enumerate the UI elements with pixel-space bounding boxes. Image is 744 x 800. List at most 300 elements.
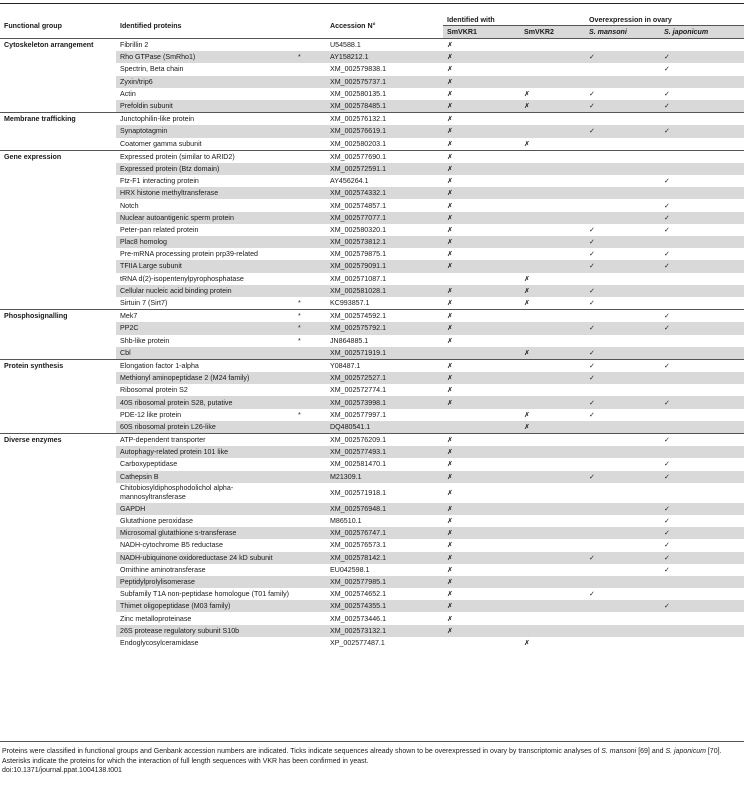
table-row (0, 434, 744, 447)
accession-cell: XM_002576747.1 (326, 527, 443, 539)
header-accession: Accession N° (330, 21, 376, 30)
smvkr1-mark: ✗ (447, 614, 453, 623)
protein-name-cell: 40S ribosomal protein S28, putative (116, 396, 294, 408)
protein-name-cell: Glutathione peroxidase (120, 517, 193, 526)
accession-cell: EU042598.1 (330, 565, 370, 574)
smvkr1-mark: ✗ (443, 163, 520, 175)
accession-cell: XM_002574355.1 (326, 600, 443, 612)
protein-name-cell: Nuclear autoantigenic sperm protein (116, 212, 294, 224)
s-mansoni-mark (585, 527, 660, 539)
yeast-confirmed-asterisk (294, 248, 326, 260)
s-mansoni-mark: ✓ (585, 236, 660, 248)
smvkr2-mark (520, 372, 585, 384)
s-mansoni-mark: ✓ (585, 471, 660, 483)
yeast-confirmed-asterisk (294, 175, 326, 187)
smvkr1-mark: ✗ (447, 89, 453, 98)
s-japonicum-mark (660, 297, 744, 310)
accession-cell: M21309.1 (326, 471, 443, 483)
s-japonicum-mark (660, 273, 744, 285)
functional-group-cell (0, 552, 116, 564)
s-mansoni-mark (585, 576, 660, 588)
yeast-confirmed-asterisk (294, 483, 326, 503)
yeast-confirmed-asterisk (294, 113, 326, 126)
table-row (0, 63, 744, 75)
table-row (0, 273, 744, 285)
smvkr1-mark: ✗ (447, 139, 453, 148)
s-japonicum-mark (660, 421, 744, 434)
smvkr1-mark: ✗ (443, 625, 520, 637)
s-mansoni-mark: ✓ (589, 299, 595, 308)
s-mansoni-mark (585, 384, 660, 396)
proteins-table (0, 13, 744, 649)
functional-group-cell (0, 625, 116, 637)
s-japonicum-mark: ✓ (660, 310, 744, 323)
functional-group-cell (0, 212, 116, 224)
footnote-text-b: [69] and (636, 748, 666, 755)
table-row (0, 175, 744, 187)
yeast-confirmed-asterisk (294, 236, 326, 248)
protein-name-cell: Ftz-F1 interacting protein (120, 177, 199, 186)
smvkr2-mark (520, 396, 585, 408)
table-row (0, 113, 744, 126)
smvkr2-mark (520, 51, 585, 63)
yeast-confirmed-asterisk (294, 471, 326, 483)
protein-name-cell: Autophagy-related protein 101 like (116, 446, 294, 458)
yeast-confirmed-asterisk (294, 285, 326, 297)
protein-name-cell: Expressed protein (Btz domain) (116, 163, 294, 175)
s-mansoni-mark (585, 637, 660, 649)
yeast-confirmed-asterisk (294, 503, 326, 515)
smvkr2-mark: ✗ (520, 100, 585, 113)
protein-name-cell: Cbl (116, 347, 294, 360)
s-japonicum-mark (660, 335, 744, 347)
s-japonicum-mark: ✓ (664, 201, 670, 210)
smvkr2-mark: ✗ (524, 274, 530, 283)
footnote-text-c: [70]. (705, 748, 722, 755)
functional-group-cell (0, 199, 116, 211)
yeast-confirmed-asterisk (294, 421, 326, 434)
functional-group-cell (0, 576, 116, 588)
s-japonicum-mark (660, 138, 744, 151)
smvkr2-mark (520, 527, 585, 539)
table-row (0, 600, 744, 612)
table-row (0, 100, 744, 113)
header-identified-with: Identified with (443, 13, 585, 26)
header-star-col (294, 13, 326, 39)
smvkr2-mark (520, 163, 585, 175)
table-row (0, 297, 744, 310)
table-row (0, 285, 744, 297)
s-japonicum-mark (660, 372, 744, 384)
accession-cell: M86510.1 (330, 517, 362, 526)
s-mansoni-mark: ✓ (585, 285, 660, 297)
s-mansoni-mark (585, 212, 660, 224)
s-japonicum-mark: ✓ (664, 250, 670, 259)
smvkr1-mark: ✗ (443, 285, 520, 297)
functional-group-cell (0, 409, 116, 421)
smvkr1-mark (443, 347, 520, 360)
protein-name-cell: NADH-ubiquinone oxidoreductase 24 kD subunit (116, 552, 294, 564)
smvkr2-mark (520, 359, 585, 372)
s-mansoni-mark (585, 483, 660, 503)
yeast-confirmed-asterisk (294, 150, 326, 163)
s-mansoni-mark: ✓ (589, 225, 595, 234)
yeast-confirmed-asterisk: * (294, 322, 326, 334)
table-row (0, 576, 744, 588)
s-japonicum-mark: ✓ (660, 125, 744, 137)
s-mansoni-mark: ✓ (589, 89, 595, 98)
functional-group-cell (0, 260, 116, 272)
smvkr2-mark (520, 113, 585, 126)
table-row (0, 248, 744, 260)
table-row (0, 409, 744, 421)
smvkr2-mark (520, 552, 585, 564)
accession-cell: XM_002571918.1 (330, 488, 387, 497)
s-mansoni-mark (585, 310, 660, 323)
accession-cell: XM_002580320.1 (330, 225, 387, 234)
functional-group-cell (0, 236, 116, 248)
functional-group-cell (0, 273, 116, 285)
protein-name-cell: GAPDH (116, 503, 294, 515)
header-s-japonicum: S. japonicum (660, 26, 744, 39)
yeast-confirmed-asterisk (294, 187, 326, 199)
protein-name-cell: Synaptotagmin (116, 125, 294, 137)
s-mansoni-mark: ✓ (585, 260, 660, 272)
protein-name-cell: PP2C (116, 322, 294, 334)
smvkr1-mark (443, 421, 520, 434)
protein-name-cell: NADH-cytochrome B5 reductase (120, 541, 223, 550)
functional-group-cell: Protein synthesis (0, 359, 116, 372)
s-mansoni-mark: ✓ (585, 347, 660, 360)
s-mansoni-mark (585, 113, 660, 126)
protein-name-cell: Expressed protein (similar to ARID2) (116, 150, 294, 163)
functional-group-cell (0, 612, 116, 624)
functional-group-cell (0, 224, 116, 236)
smvkr1-mark: ✗ (443, 372, 520, 384)
s-mansoni-mark (585, 421, 660, 434)
table-row (0, 515, 744, 527)
smvkr1-mark: ✗ (447, 336, 453, 345)
functional-group-cell (0, 322, 116, 334)
table-footnote (2, 747, 742, 776)
smvkr1-mark: ✗ (447, 590, 453, 599)
smvkr2-mark: ✗ (524, 410, 530, 419)
smvkr2-mark (520, 625, 585, 637)
yeast-confirmed-asterisk (294, 359, 326, 372)
smvkr2-mark (520, 612, 585, 624)
table-row (0, 503, 744, 515)
table-row (0, 471, 744, 483)
functional-group-cell: Membrane trafficking (0, 113, 116, 126)
s-mansoni-mark: ✓ (585, 359, 660, 372)
yeast-confirmed-asterisk (294, 458, 326, 470)
functional-group-cell (0, 125, 116, 137)
protein-name-cell: Thimet oligopeptidase (M03 family) (116, 600, 294, 612)
functional-group-cell (0, 297, 116, 310)
accession-cell: XM_002576948.1 (326, 503, 443, 515)
table-row (0, 212, 744, 224)
header-functional-group: Functional group (4, 21, 62, 30)
smvkr2-mark (520, 434, 585, 447)
s-japonicum-mark: ✓ (660, 527, 744, 539)
smvkr1-mark: ✗ (447, 460, 453, 469)
s-japonicum-mark: ✓ (660, 322, 744, 334)
accession-cell: KC993857.1 (330, 299, 370, 308)
functional-group-cell (0, 396, 116, 408)
footnote-species-mansoni: S. mansoni (601, 748, 637, 755)
accession-cell: Y08487.1 (326, 359, 443, 372)
smvkr1-mark: ✗ (447, 299, 453, 308)
smvkr2-mark (520, 260, 585, 272)
smvkr1-mark: ✗ (447, 541, 453, 550)
table-row (0, 372, 744, 384)
s-mansoni-mark (585, 335, 660, 347)
smvkr2-mark (520, 322, 585, 334)
s-mansoni-mark: ✓ (585, 51, 660, 63)
s-mansoni-mark (585, 434, 660, 447)
s-japonicum-mark (660, 187, 744, 199)
protein-name-cell: Rho GTPase (SmRho1) (116, 51, 294, 63)
table-row (0, 539, 744, 551)
s-japonicum-mark: ✓ (660, 100, 744, 113)
yeast-confirmed-asterisk (294, 76, 326, 88)
table-row (0, 322, 744, 334)
functional-group-cell: Phosphosignalling (0, 310, 116, 323)
footnote-text-a: Proteins were classified in functional groups and Genbank accession numbers are indicated. Ticks indicate sequences already shown to be overexpressed in ovary by transcriptomic analyses of (2, 748, 602, 755)
smvkr2-mark: ✗ (524, 139, 530, 148)
accession-cell: XM_002575737.1 (326, 76, 443, 88)
smvkr2-mark (520, 150, 585, 163)
functional-group-cell (0, 163, 116, 175)
accession-cell: XM_002578485.1 (326, 100, 443, 113)
s-mansoni-mark: ✓ (585, 372, 660, 384)
table-row (0, 446, 744, 458)
table-row (0, 51, 744, 63)
smvkr2-mark (520, 503, 585, 515)
table-row (0, 138, 744, 151)
accession-cell: XM_002577493.1 (326, 446, 443, 458)
yeast-confirmed-asterisk: * (294, 51, 326, 63)
smvkr1-mark: ✗ (443, 576, 520, 588)
footnote-species-japonicum: S. japonicum (665, 748, 706, 755)
functional-group-cell (0, 100, 116, 113)
protein-name-cell: PDE-12 like protein (120, 410, 182, 419)
s-japonicum-mark: ✓ (660, 552, 744, 564)
smvkr2-mark (520, 125, 585, 137)
protein-name-cell: Sirtuin 7 (Sirt7) (120, 299, 168, 308)
s-mansoni-mark (585, 503, 660, 515)
protein-name-cell: Prefoldin subunit (116, 100, 294, 113)
yeast-confirmed-asterisk (294, 63, 326, 75)
smvkr1-mark: ✗ (447, 201, 453, 210)
protein-name-cell: Cellular nucleic acid binding protein (116, 285, 294, 297)
smvkr1-mark: ✗ (443, 113, 520, 126)
smvkr2-mark (520, 458, 585, 470)
s-japonicum-mark (660, 483, 744, 503)
protein-name-cell: tRNA d(2)-isopentenylpyrophosphatase (120, 274, 244, 283)
accession-cell: XM_002581028.1 (326, 285, 443, 297)
accession-cell: XM_002578142.1 (326, 552, 443, 564)
s-mansoni-mark: ✓ (585, 125, 660, 137)
s-mansoni-mark: ✓ (585, 100, 660, 113)
s-mansoni-mark (585, 539, 660, 551)
s-japonicum-mark: ✓ (660, 503, 744, 515)
s-japonicum-mark: ✓ (664, 89, 670, 98)
functional-group-cell (0, 446, 116, 458)
accession-cell: XM_002577985.1 (326, 576, 443, 588)
functional-group-cell (0, 63, 116, 75)
protein-name-cell: Mek7 (116, 310, 294, 323)
header-s-mansoni: S. mansoni (585, 26, 660, 39)
table-row (0, 125, 744, 137)
accession-cell: XP_002577487.1 (330, 638, 385, 647)
s-mansoni-mark: ✓ (589, 250, 595, 259)
s-mansoni-mark (585, 564, 660, 576)
s-japonicum-mark: ✓ (660, 471, 744, 483)
protein-name-cell: Elongation factor 1-alpha (116, 359, 294, 372)
smvkr2-mark (520, 310, 585, 323)
table-row (0, 150, 744, 163)
s-mansoni-mark (585, 515, 660, 527)
functional-group-cell (0, 175, 116, 187)
s-mansoni-mark: ✓ (585, 322, 660, 334)
s-mansoni-mark (585, 163, 660, 175)
smvkr2-mark (520, 576, 585, 588)
functional-group-cell (0, 335, 116, 347)
functional-group-cell (0, 88, 116, 100)
accession-cell: XM_002573132.1 (326, 625, 443, 637)
header-smvkr2: SmVKR2 (520, 26, 585, 39)
table-row (0, 612, 744, 624)
s-japonicum-mark (660, 236, 744, 248)
s-japonicum-mark: ✓ (664, 225, 670, 234)
smvkr2-mark (520, 588, 585, 600)
functional-group-cell (0, 421, 116, 434)
table-row (0, 335, 744, 347)
protein-name-cell: Zyxin/trip6 (116, 76, 294, 88)
protein-name-cell: 26S protease regulatory subunit S10b (116, 625, 294, 637)
protein-name-cell: Peter-pan related protein (120, 225, 199, 234)
smvkr1-mark: ✗ (447, 565, 453, 574)
smvkr2-mark (520, 236, 585, 248)
protein-name-cell: Actin (120, 89, 136, 98)
smvkr1-mark: ✗ (443, 39, 520, 52)
functional-group-cell (0, 51, 116, 63)
table-row (0, 163, 744, 175)
smvkr2-mark (520, 199, 585, 211)
protein-name-cell: Peptidylprolylisomerase (116, 576, 294, 588)
s-japonicum-mark: ✓ (664, 517, 670, 526)
smvkr2-mark (520, 564, 585, 576)
smvkr1-mark: ✗ (443, 471, 520, 483)
yeast-confirmed-asterisk (294, 224, 326, 236)
protein-name-cell: Plac8 homolog (116, 236, 294, 248)
functional-group-cell (0, 138, 116, 151)
functional-group-cell (0, 539, 116, 551)
table-row (0, 310, 744, 323)
yeast-confirmed-asterisk (294, 396, 326, 408)
yeast-confirmed-asterisk (294, 39, 326, 52)
accession-cell: XM_002572591.1 (326, 163, 443, 175)
accession-cell: AY158212.1 (326, 51, 443, 63)
s-japonicum-mark: ✓ (660, 600, 744, 612)
table-row (0, 527, 744, 539)
accession-cell: JN864885.1 (330, 336, 369, 345)
s-japonicum-mark (660, 384, 744, 396)
bottom-rule (0, 741, 744, 742)
yeast-confirmed-asterisk (294, 138, 326, 151)
accession-cell: XM_002572527.1 (326, 372, 443, 384)
table-row (0, 564, 744, 576)
protein-name-cell: Methionyl aminopeptidase 2 (M24 family) (116, 372, 294, 384)
smvkr1-mark: ✗ (443, 260, 520, 272)
table-body (0, 39, 744, 650)
functional-group-cell (0, 285, 116, 297)
table-row (0, 88, 744, 100)
accession-cell: XM_002576619.1 (326, 125, 443, 137)
header-smvkr1: SmVKR1 (443, 26, 520, 39)
smvkr1-mark: ✗ (443, 503, 520, 515)
smvkr1-mark: ✗ (443, 527, 520, 539)
functional-group-cell (0, 600, 116, 612)
smvkr1-mark: ✗ (447, 488, 453, 497)
functional-group-cell: Diverse enzymes (0, 434, 116, 447)
yeast-confirmed-asterisk (294, 527, 326, 539)
yeast-confirmed-asterisk (294, 625, 326, 637)
protein-name-cell: Fibrillin 2 (116, 39, 294, 52)
functional-group-cell (0, 564, 116, 576)
yeast-confirmed-asterisk (294, 88, 326, 100)
s-japonicum-mark: ✓ (660, 359, 744, 372)
smvkr1-mark: ✗ (447, 517, 453, 526)
protein-name-cell: Ribosomal protein S2 (120, 386, 188, 395)
functional-group-cell (0, 76, 116, 88)
s-mansoni-mark (585, 199, 660, 211)
s-japonicum-mark: ✓ (664, 65, 670, 74)
protein-name-cell: Carboxypeptidase (120, 460, 178, 469)
yeast-confirmed-asterisk (294, 384, 326, 396)
top-rule (0, 3, 744, 4)
smvkr2-mark (520, 248, 585, 260)
accession-cell: U54588.1 (326, 39, 443, 52)
table-row (0, 199, 744, 211)
smvkr1-mark (443, 637, 520, 649)
table-row (0, 359, 744, 372)
accession-cell: XM_002572774.1 (330, 386, 387, 395)
s-japonicum-mark: ✓ (664, 541, 670, 550)
yeast-confirmed-asterisk (294, 163, 326, 175)
table-row (0, 483, 744, 503)
s-japonicum-mark (660, 285, 744, 297)
smvkr2-mark: ✗ (520, 285, 585, 297)
protein-name-cell: HRX histone methyltransferase (116, 187, 294, 199)
table-row (0, 236, 744, 248)
s-japonicum-mark (660, 625, 744, 637)
s-japonicum-mark (660, 347, 744, 360)
accession-cell: XM_002577997.1 (330, 410, 387, 419)
table-row (0, 187, 744, 199)
accession-cell: XM_002579091.1 (326, 260, 443, 272)
smvkr1-mark (443, 273, 520, 285)
table-row (0, 347, 744, 360)
smvkr2-mark (520, 384, 585, 396)
s-japonicum-mark: ✓ (660, 51, 744, 63)
protein-name-cell: TFIIA Large subunit (116, 260, 294, 272)
protein-name-cell: Pre-mRNA processing protein prp39-related (120, 250, 258, 259)
smvkr2-mark (520, 471, 585, 483)
smvkr2-mark: ✗ (520, 421, 585, 434)
s-japonicum-mark: ✓ (660, 260, 744, 272)
